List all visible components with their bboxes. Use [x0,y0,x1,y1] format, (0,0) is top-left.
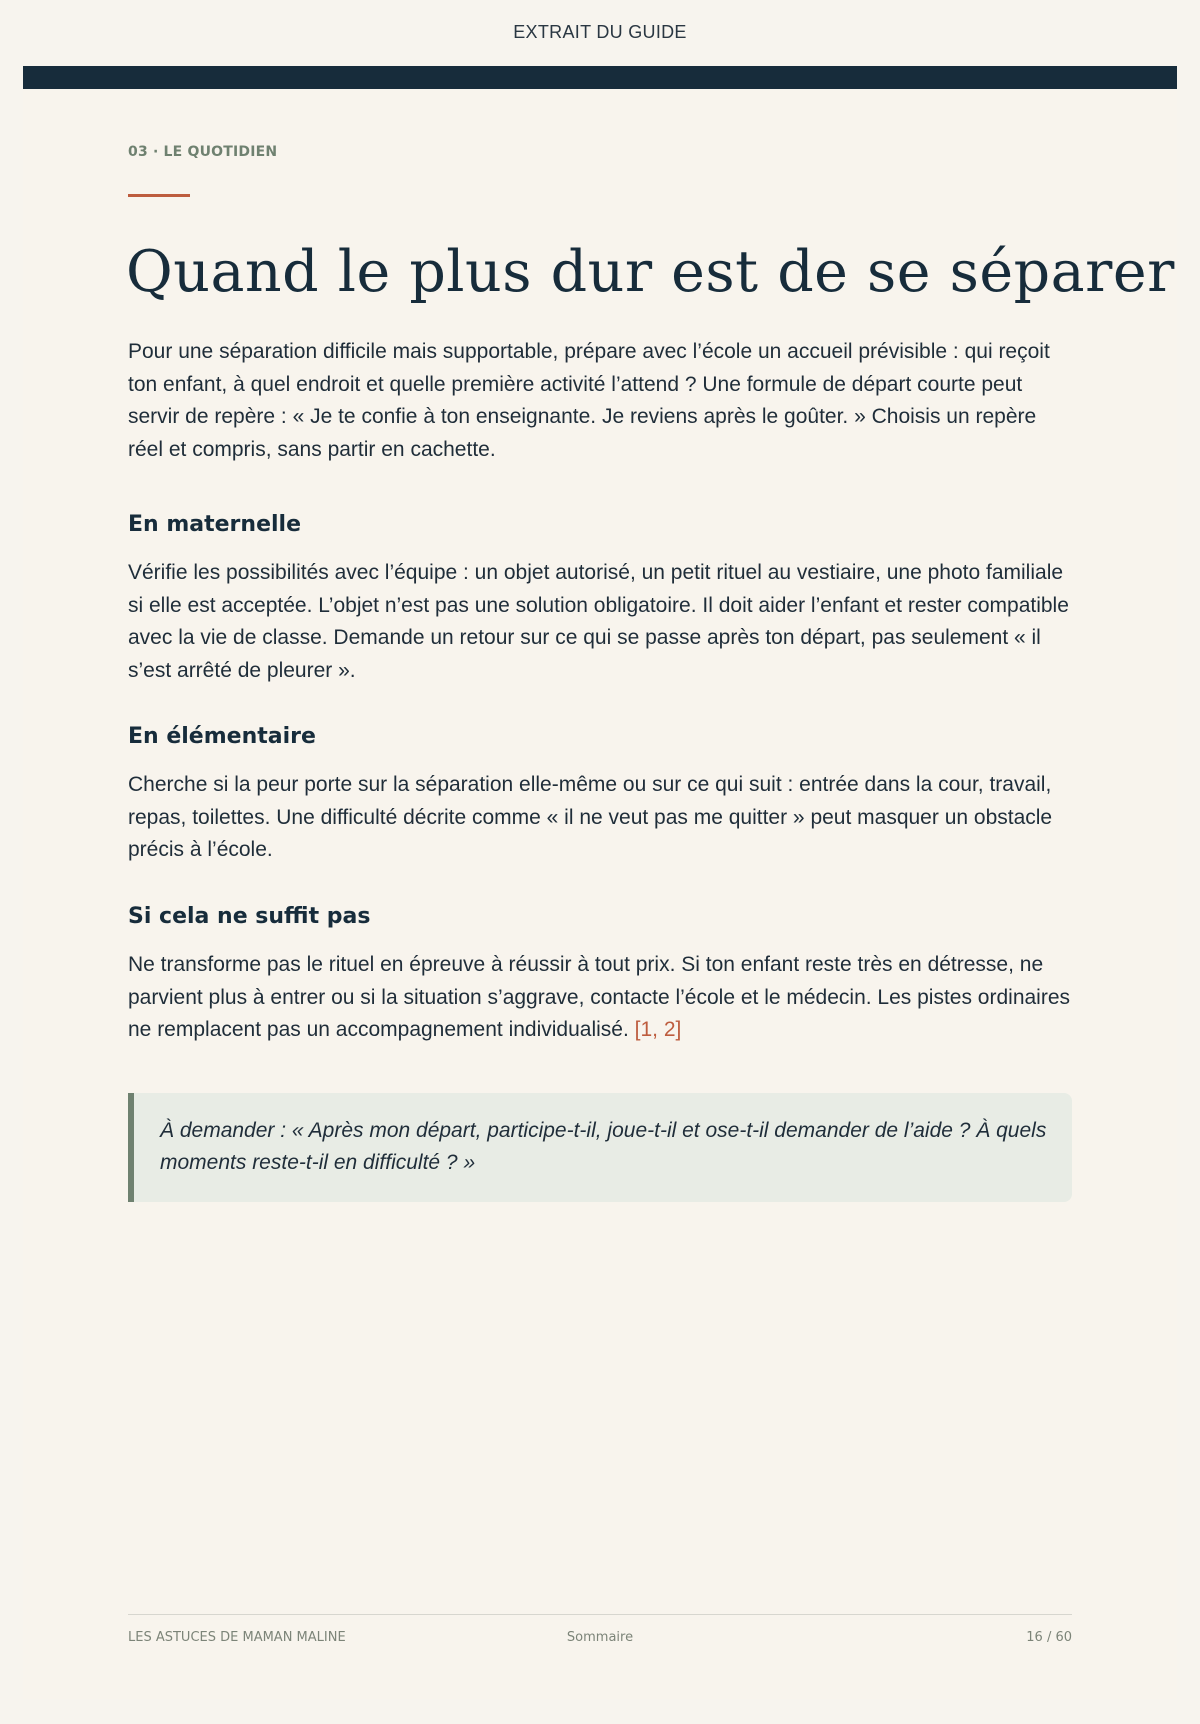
citation-link[interactable]: [1, 2] [634,1018,682,1042]
chapter-label: 03 · LE QUOTIDIEN [128,144,278,160]
callout-text: À demander : « Après mon départ, participe-t-il, joue-t-il et ose-t-il demander de l’aide ? À quels moments reste-t-il en difficulté ? » [160,1119,1047,1174]
footer-page-number: 16 / 60 [1026,1630,1072,1645]
section-text-elementaire: Cherche si la peur porte sur la séparation elle-même ou sur ce qui suit : entrée dans la cour, travail, repas, toilettes. Une difficulté décrite comme « il ne veut pas me quitter » peut masquer un obstacle précis à l’école. [128,773,1053,862]
page-card [23,89,1177,1699]
callout-box [128,1093,1072,1202]
section-heading-elementaire: En élémentaire [128,724,316,749]
section-text-si-cela-ne-suffit-pas [128,949,1074,1047]
callout-accent-bar [128,1093,134,1202]
intro-paragraph: Pour une séparation difficile mais supportable, prépare avec l’école un accueil prévisible : qui reçoit ton enfant, à quel endroit et quelle première activité l’attend ? Une formule de départ courte peut servir de repère : « Je te confie à ton enseignante. Je reviens après le goûter. » Choisis un repère réel et compris, sans partir en cachette. [128,340,1050,461]
section-text-body: Ne transforme pas le rituel en épreuve à réussir à tout prix. Si ton enfant reste très en détresse, ne parvient plus à entrer ou si la situation s’aggrave, contacte l’école et le médecin. Les pistes ordinaires ne remplacent pas un accompagnement individualisé. [128,953,1071,1042]
section-heading-maternelle: En maternelle [128,512,301,537]
header-bar [23,66,1177,89]
footer-summary-link [0,1630,1200,1645]
section-heading-si-cela-ne-suffit-pas: Si cela ne suffit pas [128,904,371,929]
document-header-label: EXTRAIT DU GUIDE [513,22,687,42]
footer-divider [128,1614,1072,1615]
footer-guide-title: LES ASTUCES DE MAMAN MALINE [128,1630,346,1645]
chapter-accent-rule [128,194,190,197]
section-text-maternelle: Vérifie les possibilités avec l’équipe : un objet autorisé, un petit rituel au vestiaire, une photo familiale si elle est acceptée. L’objet n’est pas une solution obligatoire. Il doit aider l’enfant et rester compatible avec la vie de classe. Demande un retour sur ce qui se passe après ton départ, pas seulement « il s’est arrêté de pleurer ». [128,561,1069,682]
summary-link[interactable]: Sommaire [566,1630,634,1645]
page-title: Quand le plus dur est de se séparer [126,239,1175,305]
